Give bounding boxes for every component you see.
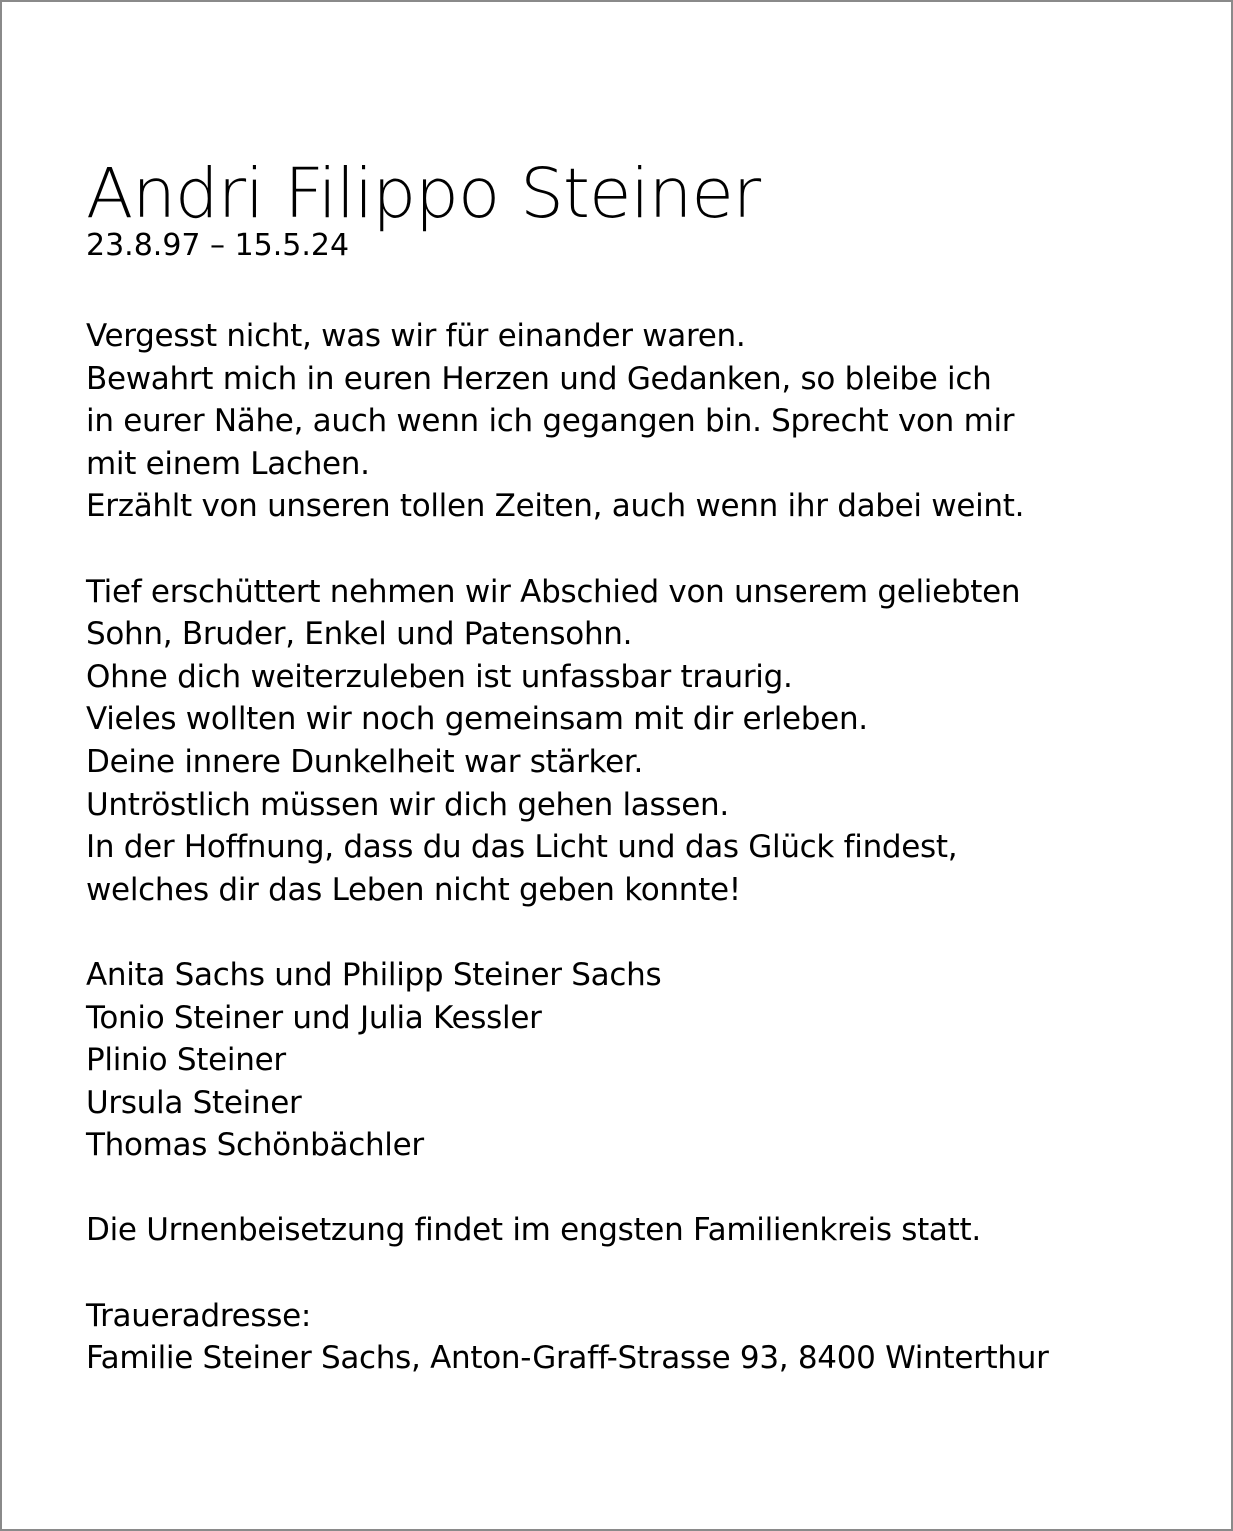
mourners-list <box>86 954 1196 1167</box>
deceased-name: Andri Filippo Steiner <box>86 154 761 234</box>
message-line: In der Hoffnung, dass du das Licht und das Glück findest, <box>86 829 958 866</box>
message-line: Tief erschüttert nehmen wir Abschied von unserem geliebten <box>86 573 1021 610</box>
poem <box>86 315 1196 528</box>
message-line: Untröstlich müssen wir dich gehen lassen. <box>86 786 729 823</box>
burial-note <box>86 1209 1196 1252</box>
poem-line: Erzählt von unseren tollen Zeiten, auch wenn ihr dabei weint. <box>86 488 1025 525</box>
mourning-address <box>86 1295 1196 1380</box>
poem-line: Vergesst nicht, was wir für einander waren. <box>86 318 746 354</box>
poem-line: in eurer Nähe, auch wenn ich gegangen bin. Sprecht von mir <box>86 403 1015 440</box>
address-label: Traueradresse: <box>86 1297 312 1334</box>
burial-note-text: Die Urnenbeisetzung findet im engsten Familienkreis statt. <box>86 1212 981 1249</box>
farewell-message <box>86 571 1196 912</box>
life-dates: 23.8.97 – 15.5.24 <box>86 228 350 263</box>
mourner-name: Tonio Steiner und Julia Kessler <box>86 999 542 1036</box>
message-line: Deine innere Dunkelheit war stärker. <box>86 743 644 780</box>
message-line: welches dir das Leben nicht geben konnte! <box>86 871 741 908</box>
message-line: Ohne dich weiterzuleben ist unfassbar traurig. <box>86 658 793 695</box>
message-line: Vieles wollten wir noch gemeinsam mit dir erleben. <box>86 701 868 738</box>
notice-content <box>86 152 1196 1380</box>
mourner-name: Ursula Steiner <box>86 1084 302 1121</box>
mourner-name: Thomas Schönbächler <box>86 1127 424 1164</box>
address-text: Familie Steiner Sachs, Anton-Graff-Strasse 93, 8400 Winterthur <box>86 1340 1049 1377</box>
mourner-name: Plinio Steiner <box>86 1042 286 1079</box>
mourner-name: Anita Sachs und Philipp Steiner Sachs <box>86 956 662 993</box>
message-line: Sohn, Bruder, Enkel und Patensohn. <box>86 616 633 653</box>
poem-line: mit einem Lachen. <box>86 445 370 482</box>
poem-line: Bewahrt mich in euren Herzen und Gedanken, so bleibe ich <box>86 360 992 397</box>
